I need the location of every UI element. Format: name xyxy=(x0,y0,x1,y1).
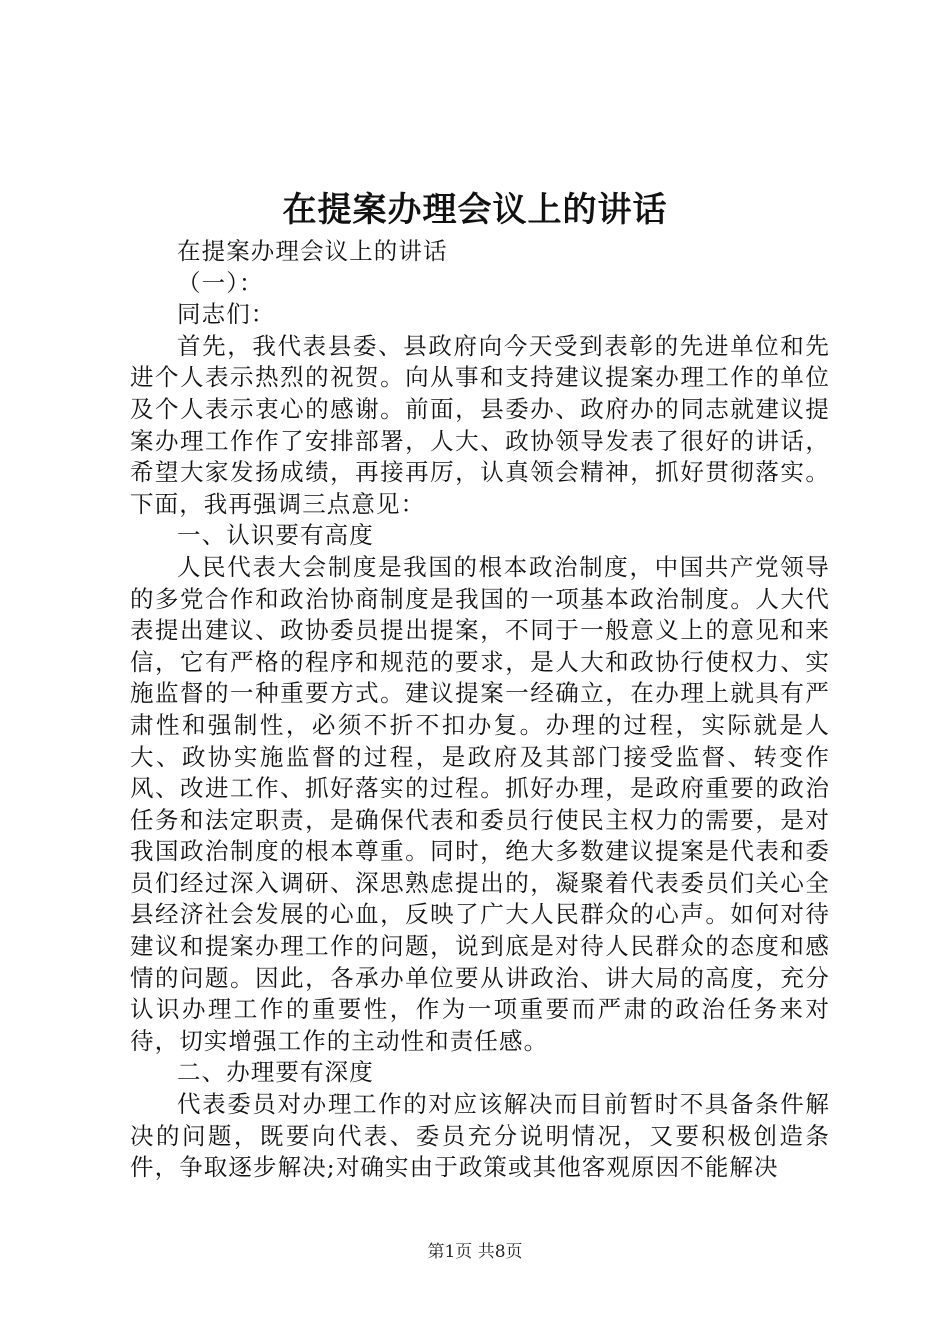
body-paragraph: 人民代表大会制度是我国的根本政治制度，中国共产党领导的多党合作和政治协商制度是我国的一项基本政治制度。人大代表提出建议、政协委员提出提案，不同于一般意义上的意见和来信，它有严格的程序和规范的要求，是人大和政协行使权力、实施监督的一种重要方式。建议提案一经确立，在办理上就具有严肃性和强制性，必须不折不扣办复。办理的过程，实际就是人大、政协实施监督的过程，是政府及其部门接受监督、转变作风、改进工作、抓好落实的过程。抓好办理，是政府重要的政治任务和法定职责，是确保代表和委员行使民主权力的需要，是对我国政治制度的根本尊重。同时，绝大多数建议提案是代表和委员们经过深入调研、深思熟虑提出的，凝聚着代表委员们关心全县经济社会发展的心血，反映了广大人民群众的心声。如何对待建议和提案办理工作的问题，说到底是对待人民群众的态度和感情的问题。因此，各承办单位要从讲政治、讲大局的高度，充分认识办理工作的重要性，作为一项重要而严肃的政治任务来对待，切实增强工作的主动性和责任感。 xyxy=(130,552,830,1055)
section-marker: （一）： xyxy=(177,268,264,297)
salutation: 同志们： xyxy=(177,300,276,329)
page-footer: 第1页 共8页 xyxy=(427,1242,523,1262)
subtitle-paragraph: 在提案办理会议上的讲话 xyxy=(177,237,448,265)
section-heading: 二、办理要有深度 xyxy=(177,1058,374,1087)
document-body xyxy=(130,236,830,1184)
section-heading: 一、认识要有高度 xyxy=(177,521,374,550)
page-title: 在提案办理会议上的讲话 xyxy=(282,190,668,230)
body-paragraph: 代表委员对办理工作的对应该解决而目前暂时不具备条件解决的问题，既要向代表、委员充分说明情况，又要积极创造条件，争取逐步解决;对确实由于政策或其他客观原因不能解决 xyxy=(130,1090,830,1182)
body-paragraph: 首先，我代表县委、县政府向今天受到表彰的先进单位和先进个人表示热烈的祝贺。向从事和支持建议提案办理工作的单位及个人表示衷心的感谢。前面，县委办、政府办的同志就建议提案办理工作作了安排部署，人大、政协领导发表了很好的讲话，希望大家发扬成绩，再接再厉，认真领会精神，抓好贯彻落实。下面，我再强调三点意见： xyxy=(130,331,830,518)
